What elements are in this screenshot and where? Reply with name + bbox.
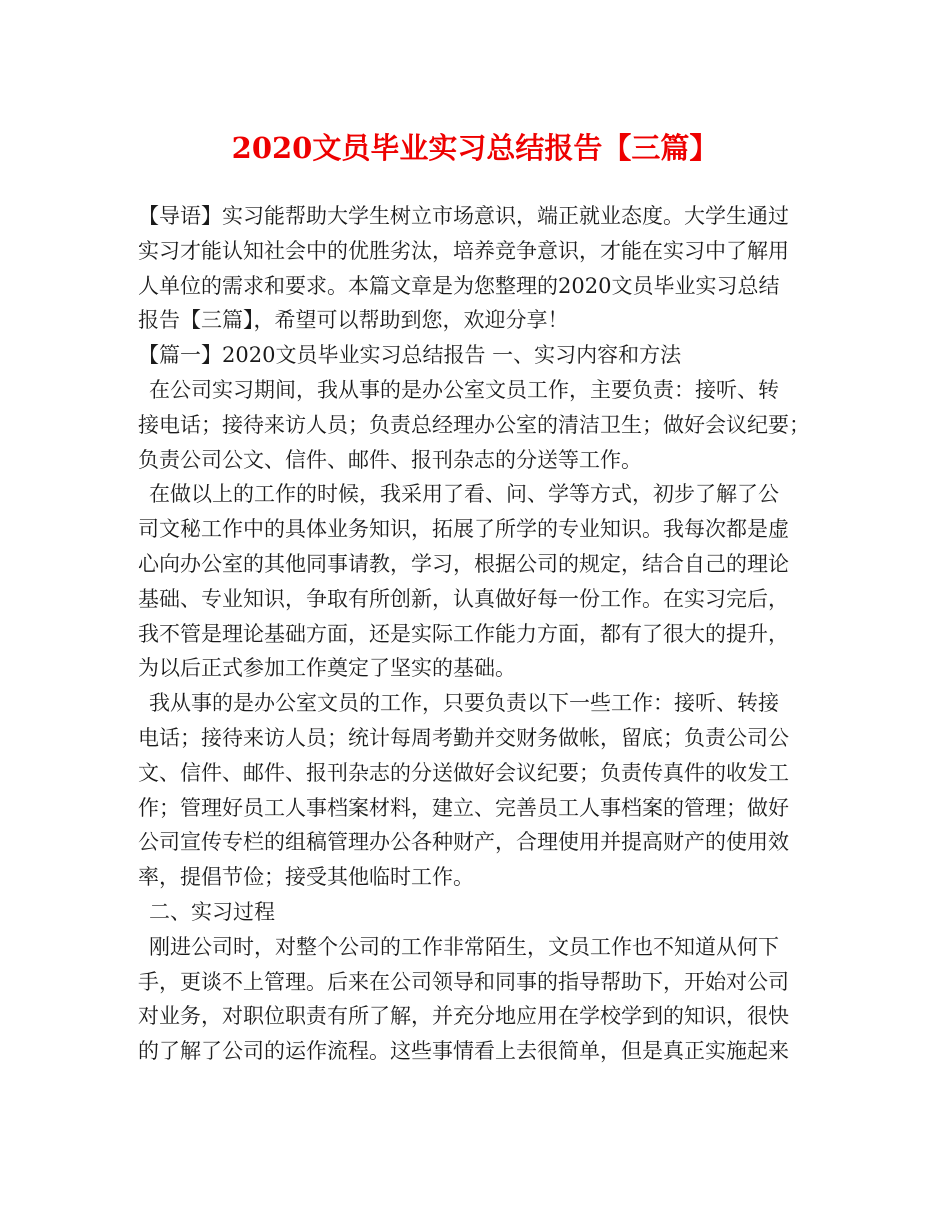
body-line: 在公司实习期间，我从事的是办公室文员工作，主要负责：接听、转: [149, 377, 779, 402]
body-line: 【导语】实习能帮助大学生树立市场意识，端正就业态度。大学生通过: [138, 204, 789, 228]
body-line: 我从事的是办公室文员的工作，只要负责以下一些工作：接听、转接: [149, 691, 779, 716]
body-line: 实习才能认知社会中的优胜劣汰，培养竞争意识，才能在实习中了解用: [138, 238, 789, 263]
body-line: 负责公司公文、信件、邮件、报刊杂志的分送等工作。: [138, 447, 642, 472]
body-line: 我不管是理论基础方面，还是实际工作能力方面，都有了很大的提升，: [138, 621, 789, 646]
body-line: 司文秘工作中的具体业务知识，拓展了所学的专业知识。我每次都是虚: [138, 517, 789, 542]
body-line: 报告【三篇】，希望可以帮助到您，欢迎分享！: [138, 308, 569, 333]
body-line: 率，提倡节俭；接受其他临时工作。: [138, 865, 474, 890]
document-title: 2020文员毕业实习总结报告【三篇】: [231, 131, 719, 165]
body-line: 人单位的需求和要求。本篇文章是为您整理的2020文员毕业实习总结: [138, 273, 780, 298]
document-body: [138, 199, 818, 1069]
body-line: 电话；接待来访人员；统计每周考勤并交财务做帐，留底；负责公司公: [138, 725, 789, 750]
body-line: 刚进公司时，对整个公司的工作非常陌生，文员工作也不知道从何下: [149, 934, 779, 959]
body-line: 为以后正式参加工作奠定了坚实的基础。: [138, 656, 516, 681]
section-heading: 二、实习过程: [149, 899, 275, 924]
body-line: 在做以上的工作的时候，我采用了看、问、学等方式，初步了解了公: [149, 482, 779, 507]
body-line: 的了解了公司的运作流程。这些事情看上去很简单，但是真正实施起来: [138, 1039, 789, 1064]
body-line: 作；管理好员工人事档案材料，建立、完善员工人事档案的管理；做好: [138, 795, 789, 820]
body-line: 对业务，对职位职责有所了解，并充分地应用在学校学到的知识，很快: [138, 1004, 789, 1029]
body-line: 手，更谈不上管理。后来在公司领导和同事的指导帮助下，开始对公司: [138, 969, 789, 994]
body-line: 接电话；接待来访人员；负责总经理办公室的清洁卫生；做好会议纪要；: [138, 412, 810, 437]
body-line: 基础、专业知识，争取有所创新，认真做好每一份工作。在实习完后，: [138, 586, 789, 611]
body-line: 文、信件、邮件、报刊杂志的分送做好会议纪要；负责传真件的收发工: [138, 760, 789, 785]
body-line: 公司宣传专栏的组稿管理办公各种财产，合理使用并提高财产的使用效: [138, 830, 789, 855]
body-line: 心向办公室的其他同事请教，学习，根据公司的规定，结合自己的理论: [138, 551, 789, 576]
section-heading: 【篇一】2020文员毕业实习总结报告 一、实习内容和方法: [138, 343, 682, 368]
